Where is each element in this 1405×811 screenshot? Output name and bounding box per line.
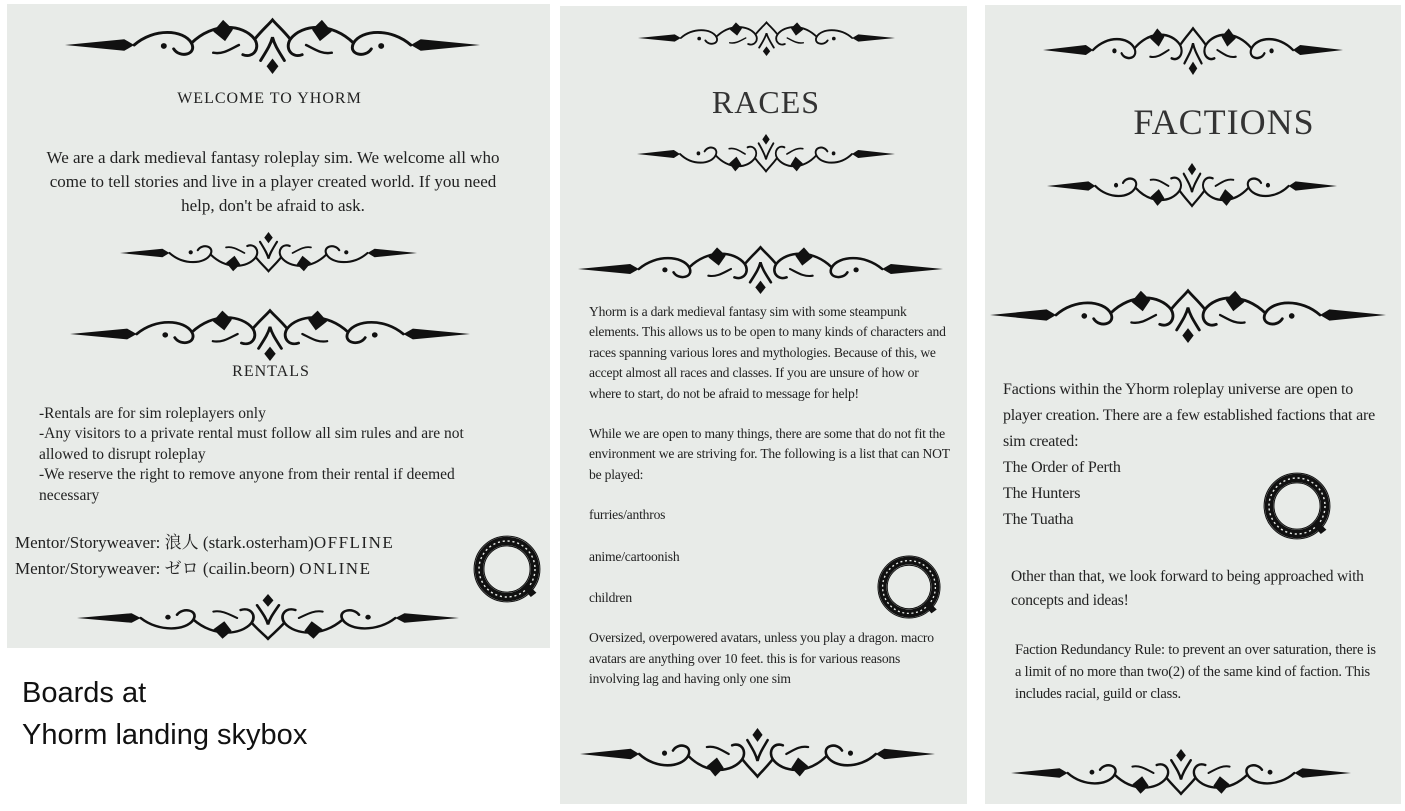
rental-rule: -Any visitors to a private rental must follow all sim rules and are not allowed to disrupt roleplay (39, 425, 464, 463)
races-para: Yhorm is a dark medieval fantasy sim with some steampunk elements. This allows us to be open to many kinds of characters and races spanning various lores and mythologies. Because of this, we accept almost all races and classes. If you are unsure of how or where to start, do not be afraid to message for help! (589, 304, 946, 401)
faction-item: The Hunters (1003, 485, 1081, 502)
mentor-row (15, 530, 394, 556)
caption (22, 672, 307, 756)
ouroboros-icon (1261, 471, 1333, 541)
ornament-divider (70, 307, 470, 361)
factions-title: FACTIONS (1133, 102, 1315, 142)
mentor-name: 浪人 (stark.osterham) (164, 533, 314, 552)
ornament-divider (1047, 163, 1337, 209)
races-para: Oversized, overpowered avatars, unless you play a dragon. macro avatars are anything over 10 feet. this is for various reasons involving lag and having only one sim (589, 630, 934, 687)
welcome-intro: We are a dark medieval fantasy roleplay sim. We welcome all who come to tell stories and live in a player created world. If you need help, don't be afraid to ask. (46, 148, 500, 215)
ornament-divider (578, 244, 943, 294)
mentor-status: ONLINE (299, 559, 372, 578)
races-board (560, 6, 967, 804)
ouroboros-icon (469, 534, 545, 604)
rental-rule: -We reserve the right to remove anyone from their rental if deemed necessary (39, 466, 455, 504)
ornament-divider (580, 728, 935, 780)
factions-board (985, 5, 1401, 804)
mentor-list (15, 530, 394, 582)
rentals-heading: RENTALS (232, 363, 310, 380)
ornament-divider (77, 594, 459, 642)
faction-item: The Order of Perth (1003, 459, 1121, 476)
banned-item: anime/cartoonish (589, 548, 680, 564)
ouroboros-icon (874, 554, 944, 620)
rental-rule: -Rentals are for sim roleplayers only (39, 405, 266, 422)
races-body (589, 302, 951, 690)
factions-para: Other than that, we look forward to being approached with concepts and ideas! (1011, 568, 1364, 609)
races-title: RACES (711, 84, 821, 120)
ornament-divider (638, 20, 895, 56)
mentor-row (15, 556, 394, 582)
ornament-divider (1043, 25, 1343, 75)
caption-line: Yhorm landing skybox (22, 719, 308, 751)
ornament-divider (120, 232, 417, 274)
faction-rule: Faction Redundancy Rule: to prevent an over saturation, there is a limit of no more than two(2) of the same kind of faction. This includes racial, guild or class. (1015, 642, 1376, 702)
banned-item: children (589, 590, 632, 606)
ornament-divider (637, 134, 895, 174)
rentals-rules (39, 404, 509, 506)
mentor-status: OFFLINE (313, 533, 395, 552)
mentor-role: Mentor/Storyweaver: (15, 559, 161, 578)
ornament-divider (990, 287, 1386, 343)
welcome-board (7, 4, 550, 648)
banned-item: furries/anthros (589, 507, 666, 523)
ornament-divider (1011, 749, 1351, 797)
faction-item: The Tuatha (1003, 511, 1074, 528)
ornament-divider (65, 16, 480, 74)
welcome-title: WELCOME TO YHORM (177, 90, 362, 107)
mentor-role: Mentor/Storyweaver: (15, 533, 161, 552)
factions-intro: Factions within the Yhorm roleplay universe are open to player creation. There are a few established factions that are sim created: (1003, 381, 1375, 450)
caption-line: Boards at (22, 677, 147, 709)
mentor-name: ゼロ (cailin.beorn) (164, 559, 295, 578)
races-para: While we are open to many things, there are some that do not fit the environment we are striving for. The following is a list that can NOT be played: (589, 426, 950, 482)
